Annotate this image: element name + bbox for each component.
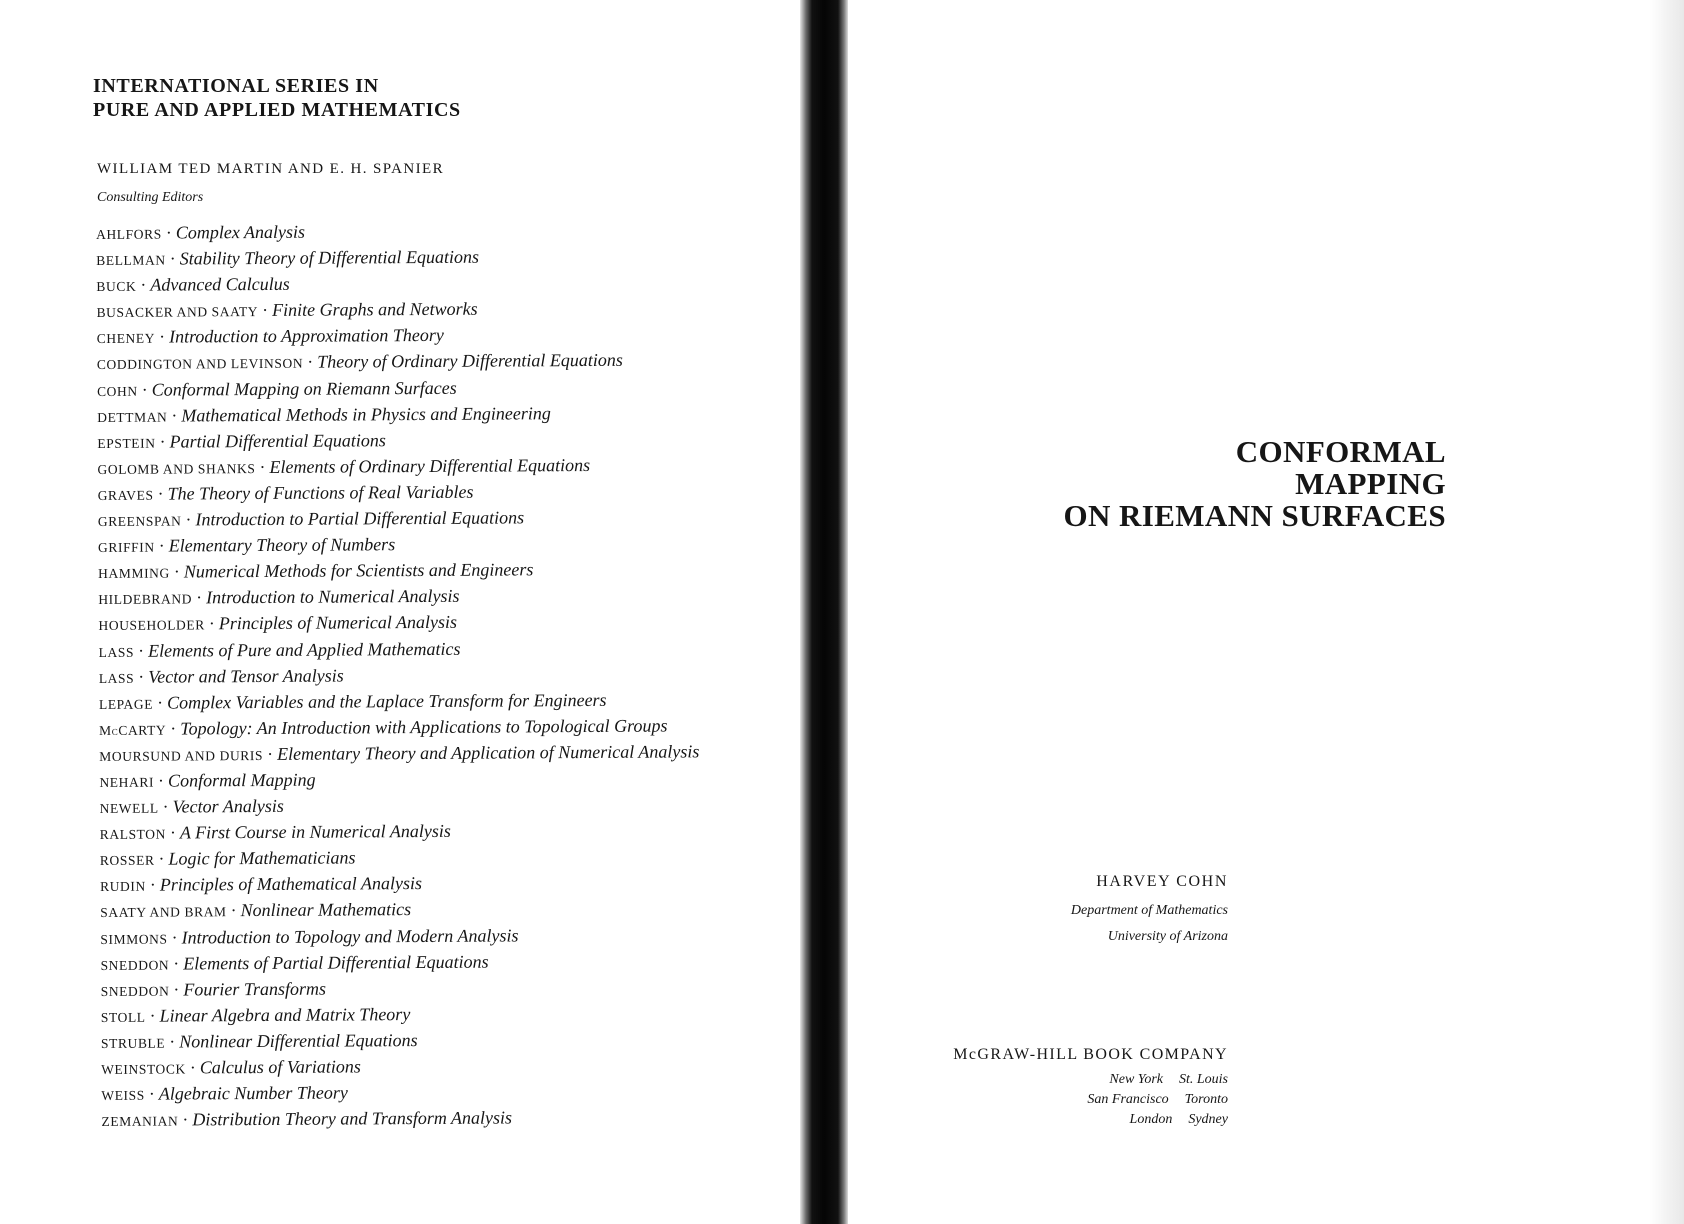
book-list-item: [98, 609, 788, 637]
separator-dot: ·: [159, 326, 166, 347]
publisher-block: [953, 1046, 1228, 1130]
book-title-entry: Calculus of Variations: [199, 1056, 361, 1078]
book-title-entry: Numerical Methods for Scientists and Engineers: [183, 559, 534, 582]
book-list-item: [101, 1001, 791, 1029]
left-page: [0, 0, 800, 1224]
separator-dot: ·: [169, 822, 177, 843]
separator-dot: ·: [149, 874, 156, 896]
book-author: SIMMONS: [100, 931, 168, 947]
book-title-entry: Elements of Partial Differential Equations: [183, 951, 489, 974]
separator-dot: ·: [162, 796, 169, 817]
separator-dot: ·: [170, 718, 177, 739]
author-name: HARVEY COHN: [1096, 873, 1228, 890]
book-title-entry: Vector and Tensor Analysis: [148, 665, 344, 687]
book-author: EPSTEIN: [97, 435, 156, 451]
series-heading-line: INTERNATIONAL SERIES IN: [93, 75, 379, 97]
book-title-entry: The Theory of Functions of Real Variables: [167, 481, 474, 504]
book-title-entry: Advanced Calculus: [150, 274, 290, 295]
book-title-entry: Mathematical Methods in Physics and Engineering: [181, 402, 551, 426]
separator-dot: ·: [173, 953, 180, 974]
series-heading: [93, 74, 653, 122]
book-list-item: [98, 583, 788, 611]
book-author: GOLOMB AND SHANKS: [97, 460, 256, 477]
page-edge-shadow: [1650, 0, 1684, 1224]
book-author: BUSACKER AND SAATY: [96, 304, 259, 321]
separator-dot: ·: [173, 979, 180, 1000]
book-author: LEPAGE: [98, 696, 154, 712]
consulting-editors-label: Consulting Editors: [97, 190, 204, 205]
book-title-entry: Introduction to Topology and Modern Analysis: [181, 924, 519, 948]
book-title-entry: Introduction to Approximation Theory: [169, 325, 444, 347]
book-author: BUCK: [96, 278, 137, 295]
book-author: DETTMAN: [97, 409, 168, 425]
series-heading-line: PURE AND APPLIED MATHEMATICS: [93, 99, 461, 121]
book-author: RUDIN: [100, 879, 146, 895]
book-author: GREENSPAN: [97, 513, 182, 530]
book-author: WEISS: [101, 1087, 145, 1104]
book-list-item: [100, 844, 790, 872]
book-title-entry: Elementary Theory of Numbers: [168, 534, 396, 556]
book-list-item: [99, 687, 789, 715]
book-list-item: [101, 974, 791, 1002]
separator-dot: ·: [148, 1083, 155, 1104]
separator-dot: ·: [262, 300, 269, 321]
publisher-cities-row: [953, 1070, 1228, 1090]
publisher-name: McGRAW-HILL BOOK COMPANY: [953, 1046, 1228, 1063]
book-title-line: MAPPING: [1295, 466, 1446, 501]
book-list-item: [98, 531, 788, 559]
book-title-entry: Nonlinear Mathematics: [240, 899, 412, 921]
book-author: LASS: [98, 670, 135, 686]
book-list-item: [100, 792, 790, 820]
book-list-item: [100, 948, 790, 976]
author-department: Department of Mathematics: [1070, 903, 1228, 918]
book-author: RALSTON: [99, 826, 167, 843]
book-list-item: [99, 661, 789, 689]
separator-dot: ·: [157, 483, 164, 504]
separator-dot: ·: [169, 248, 176, 269]
book-author: SNEDDON: [100, 957, 170, 973]
separator-dot: ·: [165, 222, 172, 243]
separator-dot: ·: [138, 666, 145, 687]
book-author: AHLFORS: [96, 226, 162, 242]
separator-dot: ·: [156, 692, 164, 713]
book-title-entry: Introduction to Numerical Analysis: [205, 586, 460, 608]
separator-dot: ·: [171, 927, 178, 948]
book-list-item: [99, 766, 789, 794]
book-author: HOUSEHOLDER: [98, 617, 205, 634]
book-author: GRAVES: [97, 487, 154, 503]
book-list-item: [99, 635, 789, 663]
book-author: COHN: [96, 383, 138, 399]
book-list-item: [96, 218, 786, 246]
book-list-item: [100, 896, 790, 924]
book-author: ZEMANIAN: [101, 1113, 179, 1130]
book-list-item: [96, 270, 786, 298]
book-title-entry: A First Course in Numerical Analysis: [179, 821, 451, 843]
book-author: ROSSER: [99, 852, 155, 869]
book-title-entry: Logic for Mathematicians: [168, 847, 356, 869]
right-page: [848, 0, 1684, 1224]
book-author: BELLMAN: [96, 252, 166, 269]
book-author: NEWELL: [99, 800, 159, 817]
book-author: STRUBLE: [100, 1035, 166, 1051]
book-list-item: [97, 322, 787, 350]
book-list-item: [97, 374, 787, 402]
book-list-item: [98, 479, 788, 507]
book-title-entry: Stability Theory of Differential Equations: [179, 246, 480, 269]
book-author: HAMMING: [98, 565, 170, 582]
book-title-entry: Elements of Pure and Applied Mathematics: [147, 638, 461, 661]
book-author: NEHARI: [99, 774, 155, 790]
book-title-entry: Conformal Mapping: [167, 769, 316, 791]
book-author: MOURSUND AND DURIS: [99, 747, 264, 764]
separator-dot: ·: [157, 770, 165, 791]
book-list-item: [100, 870, 790, 898]
book-title-line: ON RIEMANN SURFACES: [1063, 498, 1446, 533]
separator-dot: ·: [141, 379, 148, 400]
book-title-entry: Nonlinear Differential Equations: [179, 1029, 418, 1052]
book-title-entry: Elements of Ordinary Differential Equations: [269, 454, 591, 477]
book-list-item: [96, 244, 786, 272]
book-title-entry: Theory of Ordinary Differential Equations: [317, 350, 623, 373]
book-list-item: [99, 740, 789, 768]
book-gutter: [800, 0, 848, 1224]
book-title-entry: Introduction to Partial Differential Equations: [195, 507, 525, 530]
book-title-entry: Topology: An Introduction with Applications to Topological Groups: [180, 715, 668, 739]
book-title-entry: Complex Analysis: [175, 221, 305, 243]
book-list-item: [99, 714, 789, 742]
separator-dot: ·: [169, 1031, 176, 1052]
book-title-entry: Algebraic Number Theory: [158, 1082, 348, 1104]
book-title-entry: Fourier Transforms: [183, 978, 326, 1000]
publisher-city: Sydney: [1188, 1112, 1228, 1127]
book-list-item: [101, 1079, 791, 1107]
book-list-item: [97, 400, 787, 428]
book-title-entry: Finite Graphs and Networks: [272, 298, 478, 321]
separator-dot: ·: [140, 274, 147, 295]
book-title-entry: Complex Variables and the Laplace Transform for Engineers: [166, 689, 607, 713]
author-block: [1071, 873, 1228, 950]
book-list-item: [101, 1027, 791, 1055]
book-author: McCARTY: [99, 722, 167, 738]
publisher-city: San Francisco: [1087, 1092, 1169, 1107]
publisher-city: Toronto: [1184, 1092, 1228, 1107]
book-title-entry: Principles of Mathematical Analysis: [159, 873, 422, 895]
book-author: SAATY AND BRAM: [100, 904, 227, 921]
separator-dot: ·: [173, 561, 180, 582]
book-title-entry: Linear Algebra and Matrix Theory: [159, 1003, 411, 1026]
book-author: HILDEBRAND: [98, 591, 193, 608]
book-author: GRIFFIN: [97, 539, 155, 556]
book-list-item: [97, 348, 787, 376]
publisher-city: New York: [1109, 1072, 1163, 1087]
separator-dot: ·: [208, 613, 215, 634]
book-title-entry: Elementary Theory and Application of Numerical Analysis: [277, 741, 700, 764]
separator-dot: ·: [137, 640, 145, 661]
book-list-item: [100, 922, 790, 950]
book-list-item: [100, 818, 790, 846]
book-title-line: CONFORMAL: [1235, 434, 1446, 469]
separator-dot: ·: [171, 405, 178, 426]
book-title-entry: Vector Analysis: [172, 795, 284, 817]
book-list-item: [101, 1105, 791, 1133]
separator-dot: ·: [259, 456, 266, 477]
book-list-item: [97, 453, 787, 481]
book-title-entry: Distribution Theory and Transform Analysis: [192, 1107, 513, 1130]
book-title-entry: Partial Differential Equations: [169, 429, 386, 452]
book-author: STOLL: [100, 1009, 146, 1025]
separator-dot: ·: [182, 1109, 189, 1130]
publisher-cities-row: [953, 1090, 1228, 1110]
separator-dot: ·: [159, 431, 166, 452]
book-list-item: [101, 1053, 791, 1081]
consulting-editors-names: WILLIAM TED MARTIN AND E. H. SPANIER: [97, 161, 444, 177]
separator-dot: ·: [158, 535, 165, 556]
book-title-entry: Principles of Numerical Analysis: [218, 612, 458, 634]
book-list-item: [97, 427, 787, 455]
separator-dot: ·: [267, 743, 274, 764]
book-title: [1064, 436, 1447, 532]
separator-dot: ·: [195, 587, 203, 608]
book-list-item: [98, 505, 788, 533]
separator-dot: ·: [189, 1057, 196, 1078]
book-list-item: [96, 296, 786, 324]
publisher-cities-row: [953, 1110, 1228, 1130]
separator-dot: ·: [307, 352, 314, 373]
separator-dot: ·: [230, 900, 237, 921]
book-author: CODDINGTON AND LEVINSON: [96, 356, 304, 373]
book-author: WEINSTOCK: [101, 1061, 186, 1077]
separator-dot: ·: [149, 1005, 156, 1026]
book-author: SNEDDON: [100, 983, 170, 999]
separator-dot: ·: [158, 848, 165, 869]
publisher-city: London: [1129, 1112, 1173, 1127]
separator-dot: ·: [185, 509, 192, 530]
author-university: University of Arizona: [1107, 929, 1228, 944]
book-author: LASS: [98, 644, 135, 660]
book-title-entry: Conformal Mapping on Riemann Surfaces: [151, 377, 457, 400]
book-list-item: [98, 557, 788, 585]
book-author: CHENEY: [96, 331, 156, 347]
series-book-list: [96, 218, 792, 1135]
publisher-city: St. Louis: [1178, 1072, 1228, 1087]
